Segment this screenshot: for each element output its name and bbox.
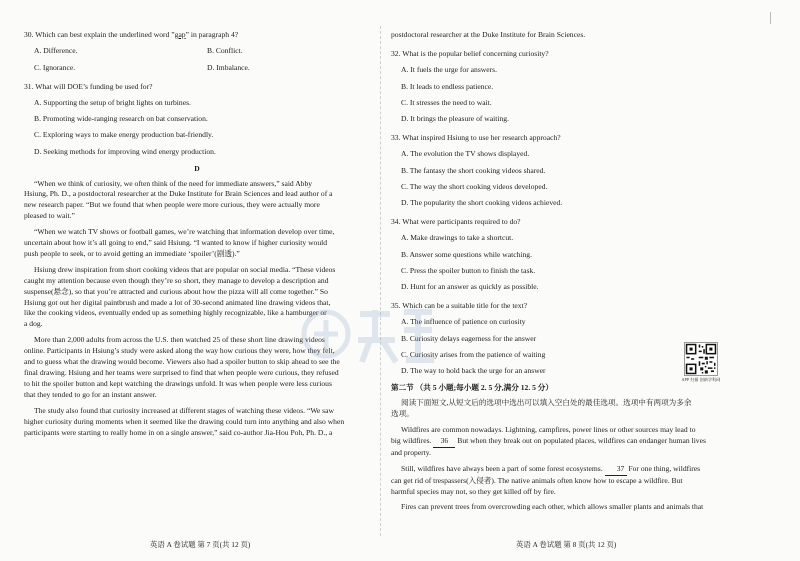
column-divider: [380, 26, 381, 536]
option-c: C. Exploring ways to make energy production bat-friendly.: [34, 130, 214, 140]
question-31: [24, 82, 370, 158]
section-2-instructions: 阅读下面短文,从短文后的选项中选出可以填入空白处的最佳选项。选项中有两项为多余 选项。: [391, 398, 692, 419]
underlined-word: gap: [174, 30, 186, 39]
option-b: B. Conflict.: [207, 46, 243, 56]
option-a: A. The influence of patience on curiosity: [401, 317, 526, 327]
passage-paragraph-1: “When we think of curiosity, we often think of the need for immediate answers,” said Abby Hsiung, Ph. D., a postdoctoral researcher at the Duke Institute for Brain Sciences and lead author of a new research paper. “But we found that when people were more curious, they were actually more pleased to wait.”: [24, 178, 333, 221]
option-a: A. Supporting the setup of bright lights on turbines.: [34, 97, 191, 107]
passage-paragraph-5: The study also found that curiosity increased at different stages of watching these videos. “We saw higher curiosity during moments when it seemed like the drawing could turn into anything and also when participants were starting to really home in on a single answer,” said co-author Jia-Hou Poh, Ph. D., a: [24, 405, 345, 437]
passage-paragraph-4: More than 2,000 adults from across the U.S. then watched 25 of these short line drawing videos online. Participants in Hsiung’s study were asked along the way how curious they were, how they felt, and to guess what the drawing would become. Viewers also had a spoiler button to skip ahead to see the final drawing. Hsiung and her teams were surprised to find that when people were curious, they refused to hit the spoiler button and kept watching the drawings unfold. It was when people were less curious that they tended to go for an instant answer.: [24, 335, 340, 399]
question-30-options-row-1: [24, 46, 370, 57]
kaoshi-watermark-icon: [300, 300, 440, 370]
option-d: D. It brings the pleasure of waiting.: [401, 114, 509, 124]
option-b: B. The fantasy the short cooking videos shared.: [401, 165, 546, 175]
question-33: [391, 133, 775, 209]
footer-page-7: 英语 A 卷试题 第 7 页(共 12 页): [150, 540, 251, 549]
question-31-stem: 31. What will DOE’s funding be used for?: [24, 81, 153, 91]
passage-paragraph-3: Hsiung drew inspiration from short cooking videos that are popular on social media. “These videos caught my attention because even though they’re so short, they manage to develop a description and suspense(悬念), so that you’re attracted and curious about how the pizza will all come together.” So Hsiung got out her digital paintbrush and made a lot of 30-second animated line drawing videos that, like the cooking videos, eventually ended up as something highly recognizable, like a hamburger or a dog.: [24, 264, 336, 329]
cloze-paragraph-2: Still, wildfires have always been a part of some forest ecosystems. 37 For one thing, wildfires can get rid of trespassers(入侵者). The native animals often know how to escape a wildfire. But harmful species may not, so they get killed off by fire.: [391, 463, 701, 496]
passage-paragraph-2: “When we watch TV shows or football games, we’re watching that information develop over time, uncertain about how it’s all going to end,” said Hsiung. “I wanted to know if higher curiosity would push people to seek, or to avoid getting an immediate ‘spoiler’(剧透).”: [24, 227, 335, 258]
left-column: [24, 30, 370, 438]
option-b: B. Answer some questions while watching.: [401, 249, 532, 259]
cloze-paragraph-3: Fires can prevent trees from overcrowding each other, which allows smaller plants and animals that: [401, 502, 704, 512]
qr-code-icon: [684, 342, 718, 376]
option-d: D. Seeking methods for improving wind energy production.: [34, 146, 216, 156]
corner-mark: [770, 12, 771, 24]
question-30-options-row-2: [24, 63, 370, 74]
option-a: A. Make drawings to take a shortcut.: [401, 233, 514, 243]
question-32-stem: 32. What is the popular belief concerning curiosity?: [391, 48, 549, 58]
option-b: B. It leads to endless patience.: [401, 81, 494, 91]
question-33-stem: 33. What inspired Hsiung to use her research approach?: [391, 133, 561, 142]
option-c: C. It stresses the need to wait.: [401, 97, 492, 107]
option-c: C. The way the short cooking videos developed.: [401, 181, 548, 191]
option-a: A. The evolution the TV shows displayed.: [401, 149, 530, 159]
footer-page-8: 英语 A 卷试题 第 8 页(共 12 页): [516, 540, 617, 549]
option-d: D. The popularity the short cooking videos achieved.: [401, 198, 563, 208]
option-d: D. Imbalance.: [207, 62, 250, 72]
cloze-paragraph-1: Wildfires are common nowadays. Lightning, campfires, power lines or other sources may lead to big wildfires. 36 But when they break out on populated places, wildfires can endanger human lives and property.: [391, 425, 706, 457]
passage-label: D: [194, 163, 200, 173]
option-b: B. Promoting wide-ranging research on bat conservation.: [34, 114, 208, 124]
blank-36: 36: [433, 436, 455, 448]
question-34: [391, 217, 775, 293]
option-a: A. It fuels the urge for answers.: [401, 65, 498, 75]
question-30: [24, 30, 370, 74]
qr-label: APP 扫描 创新学科网: [681, 377, 721, 382]
question-30-stem: 30. Which can best explain the underlined word ”gap” in paragraph 4?: [24, 30, 239, 39]
right-column: [391, 30, 775, 513]
question-35-stem: 35. Which can be a suitable title for the text?: [391, 301, 528, 311]
option-d: D. The way to hold back the urge for an answer: [401, 366, 546, 376]
question-34-stem: 34. What were participants required to do?: [391, 217, 521, 227]
option-c: C. Press the spoiler button to finish the task.: [401, 265, 536, 275]
option-c: C. Ignorance.: [34, 62, 76, 72]
option-c: C. Curiosity arises from the patience of waiting: [401, 350, 546, 360]
passage-continuation: postdoctoral researcher at the Duke Institute for Brain Sciences.: [391, 30, 586, 39]
section-2-title: 第二节 （共 5 小题;每小题 2. 5 分,满分 12. 5 分）: [391, 383, 553, 393]
option-a: A. Difference.: [34, 46, 78, 56]
option-d: D. Hunt for an answer as quickly as possible.: [401, 282, 539, 292]
question-32: [391, 49, 775, 125]
blank-37: 37: [605, 464, 627, 476]
option-b: B. Curiosity delays eagerness for the answer: [401, 333, 537, 343]
